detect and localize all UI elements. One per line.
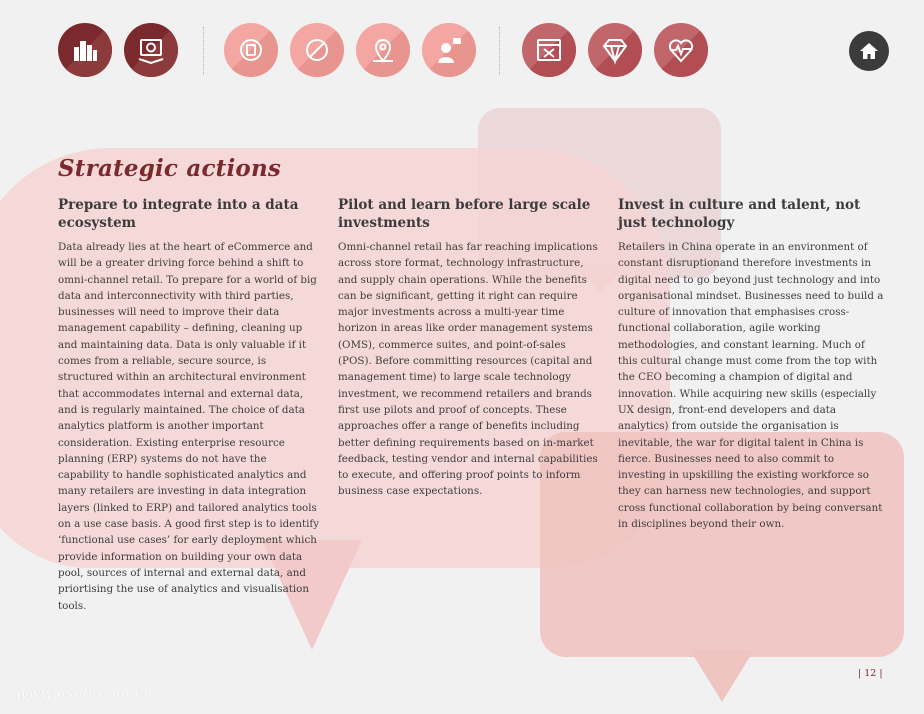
section-navigation: [0, 23, 924, 79]
home-icon: [858, 40, 880, 62]
column-heading: Pilot and learn before large scale investments: [338, 197, 591, 231]
column-heading: Prepare to integrate into a data ecosystem: [58, 197, 299, 231]
diamond-icon[interactable]: [588, 23, 642, 77]
watermark: www.uselt.com.cn: [16, 686, 153, 702]
tablet-chart-icon[interactable]: [124, 23, 178, 77]
column-pilot-and-learn: [338, 196, 602, 500]
page-number: | 12 |: [858, 668, 883, 679]
page-title: Strategic actions: [58, 155, 282, 182]
speech-bubble-right-tail: [690, 650, 754, 702]
omni-channel-devices-icon[interactable]: [224, 23, 278, 77]
person-idea-icon[interactable]: [422, 23, 476, 77]
nav-divider: [499, 27, 500, 75]
heart-pulse-icon[interactable]: [654, 23, 708, 77]
nav-divider: [203, 27, 204, 75]
column-body: Retailers in China operate in an environment of constant disruptionand therefore investments in digital need to go beyond just technology and into organisational mindset. Businesses need to build a culture of innovation that emphasises cross-functional collaboration, agile working methodologies, and constant learning. Much of this cultural change must come from the top with the CEO becoming a champion of digital and innovation. While acquiring new skills (especially UX design, front-end developers and data analytics) from outside the organisation is inevitable, the war for digital talent in China is fierce. Businesses need to also commit to investing in upskilling the existing workforce so they can harness new technologies, and support cross functional collaboration by being conversant in disciplines beyond their own.: [618, 241, 884, 531]
column-heading: Invest in culture and talent, not just technology: [618, 197, 861, 231]
rocket-pen-icon[interactable]: [290, 23, 344, 77]
home-button[interactable]: [849, 31, 889, 71]
column-body: Data already lies at the heart of eCommerce and will be a greater driving force behind a shift to omni-channel retail. To prepare for a world of big data and interconnectivity with third parties, businesses will need to improve their data management capability – defining, cleaning up and maintaining data. Data is only valuable if it comes from a reliable, secure source, is structured within an architectural environment that accommodates internal and external data, and is regularly maintained. The choice of data analytics platform is another important consideration. Existing enterprise resource planning (ERP) systems do not have the capability to handle sophisticated analytics and many retailers are investing in data integration layers (linked to ERP) and tailored analytics tools on a use case basis. A good first step is to identify ‘functional use cases’ for early deployment which provide information on building your own data pool, sources of internal and external data, and priortising the use of analytics and visualisation tools.: [58, 241, 320, 612]
browser-tools-icon[interactable]: [522, 23, 576, 77]
column-data-ecosystem: [58, 196, 320, 614]
city-buildings-icon[interactable]: [58, 23, 112, 77]
column-culture-and-talent: [618, 196, 884, 532]
location-pin-icon[interactable]: [356, 23, 410, 77]
column-body: Omni-channel retail has far reaching implications across store format, technology infrastructure, and supply chain operations. While the benefits can be significant, getting it right can require major investments across a multi-year time horizon in areas like order management systems (OMS), commerce suites, and point-of-sales (POS). Before committing resources (capital and management time) to large scale technology investment, we recommend retailers and brands first use pilots and proof of concepts. These approaches offer a range of benefits including better defining requirements based on in-market feedback, testing vendor and internal capabilities to execute, and offering proof points to inform business case expectations.: [338, 241, 598, 498]
